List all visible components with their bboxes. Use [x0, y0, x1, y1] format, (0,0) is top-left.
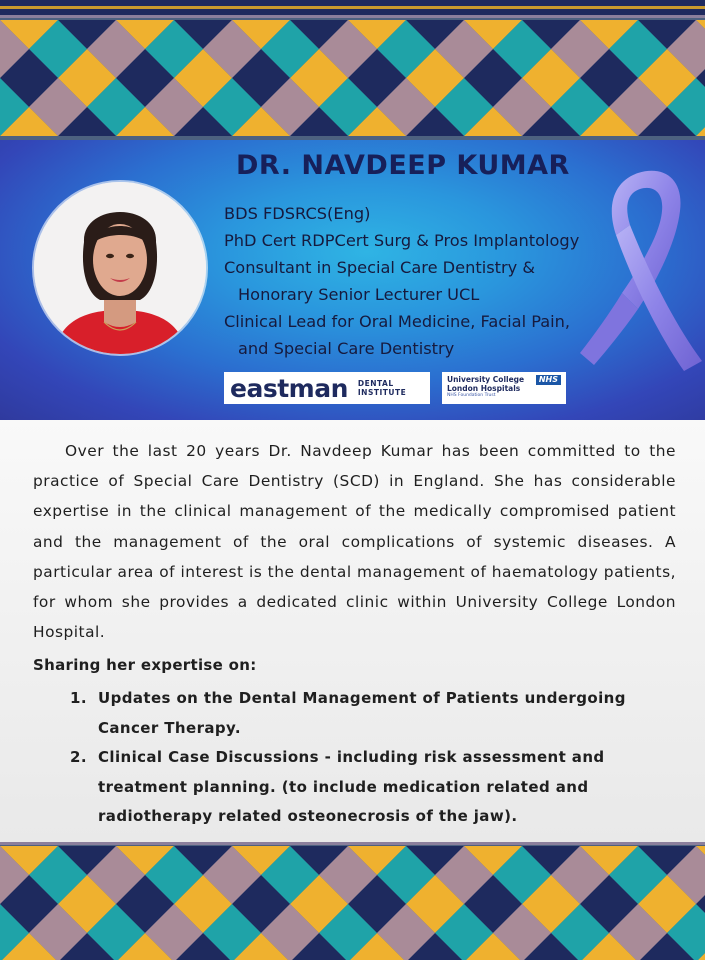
topic-item [70, 743, 690, 832]
header-panel [0, 140, 705, 420]
credential-line: Honorary Senior Lecturer UCL [238, 285, 480, 304]
pattern-triangle [696, 78, 705, 136]
uclh-line2: London Hospitals [447, 384, 521, 393]
sharing-heading: Sharing her expertise on: [33, 656, 257, 674]
uclh-line3: NHS Foundation Trust [447, 393, 496, 398]
bio-paragraph: Over the last 20 years Dr. Navdeep Kumar has been committed to the practice of Special Care Dentistry (SCD) in England. She has considerable expertise in the clinical management of the medically compromised patient and the management of the oral complications of systemic diseases. A particular area of interest is the dental management of haematology patients, for whom she provides a dedicated clinic within University College London Hospital. [33, 442, 676, 642]
uclh-logo [442, 372, 566, 404]
bottom-pattern-band [0, 842, 705, 960]
pattern-triangle [696, 20, 705, 78]
top-pattern-band [0, 0, 705, 140]
doctor-name: DR. NAVDEEP KUMAR [236, 150, 570, 181]
pattern-triangle [696, 904, 705, 960]
topics-list [70, 684, 690, 832]
topic-number: 1. [70, 689, 87, 707]
credential-line: Consultant in Special Care Dentistry & [224, 258, 535, 277]
content-panel [0, 420, 705, 842]
topic-text: Clinical Case Discussions - including risk assessment and treatment planning. (to include medication related and radiotherapy related osteonecrosis of the jaw). [98, 748, 605, 825]
eastman-subtitle-line2: INSTITUTE [357, 388, 407, 397]
credential-line: PhD Cert RDPCert Surg & Pros Implantology [224, 231, 580, 250]
eastman-wordmark: eastman [230, 373, 348, 403]
pattern-triangle [696, 846, 705, 904]
uclh-line1: University College [447, 375, 525, 384]
doctor-photo [34, 182, 206, 354]
nhs-badge: NHS [536, 375, 561, 385]
eastman-subtitle-line1: DENTAL [357, 379, 394, 388]
topic-item [70, 684, 690, 743]
eastman-subtitle [358, 379, 406, 397]
credential-line: Clinical Lead for Oral Medicine, Facial Pain, [224, 312, 571, 331]
credential-line: and Special Care Dentistry [238, 339, 455, 358]
credential-line: BDS FDSRCS(Eng) [224, 204, 371, 223]
topic-text: Updates on the Dental Management of Patients undergoing Cancer Therapy. [98, 689, 626, 737]
eastman-dental-institute-logo [224, 372, 430, 404]
topic-number: 2. [70, 748, 87, 766]
awareness-ribbon-icon [580, 165, 705, 375]
credentials-list [224, 200, 579, 362]
